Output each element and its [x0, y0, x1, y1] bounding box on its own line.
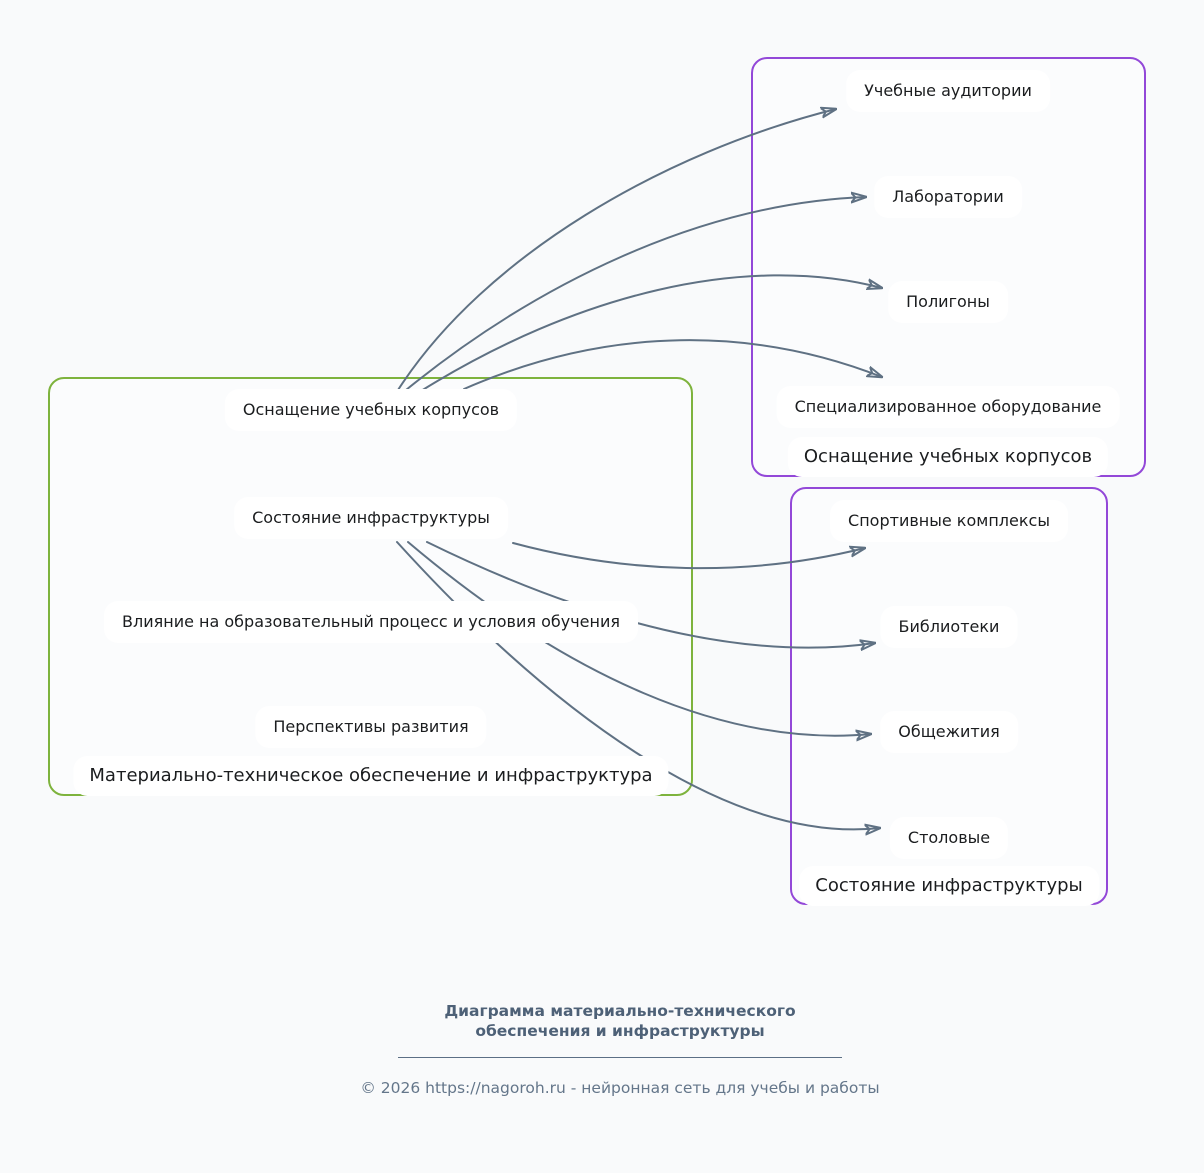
footer-title-line1: Диаграмма материально-технического	[444, 1002, 796, 1020]
item-classrooms: Учебные аудитории	[846, 70, 1050, 112]
item-laboratories: Лаборатории	[874, 176, 1022, 218]
item-specialized-equipment: Специализированное оборудование	[777, 386, 1120, 428]
main-box-title: Материально-техническое обеспечение и инфраструктура	[73, 756, 668, 796]
footer	[270, 1001, 970, 1098]
item-development-prospects: Перспективы развития	[255, 706, 486, 748]
item-libraries: Библиотеки	[881, 606, 1018, 648]
group2-title: Состояние инфраструктуры	[799, 866, 1099, 906]
item-sports-complexes: Спортивные комплексы	[830, 500, 1068, 542]
footer-title-line2: обеспечения и инфраструктуры	[475, 1022, 765, 1040]
item-canteens: Столовые	[890, 817, 1008, 859]
footer-title	[270, 1001, 970, 1041]
item-infrastructure-state: Состояние инфраструктуры	[234, 497, 508, 539]
footer-divider	[398, 1057, 842, 1058]
item-equipment: Оснащение учебных корпусов	[225, 389, 517, 431]
item-dormitories: Общежития	[880, 711, 1018, 753]
item-education-impact: Влияние на образовательный процесс и условия обучения	[104, 601, 638, 643]
footer-copyright: © 2026 https://nagoroh.ru - нейронная сеть для учебы и работы	[360, 1079, 880, 1097]
item-training-grounds: Полигоны	[888, 281, 1008, 323]
group1-title: Оснащение учебных корпусов	[788, 437, 1108, 477]
